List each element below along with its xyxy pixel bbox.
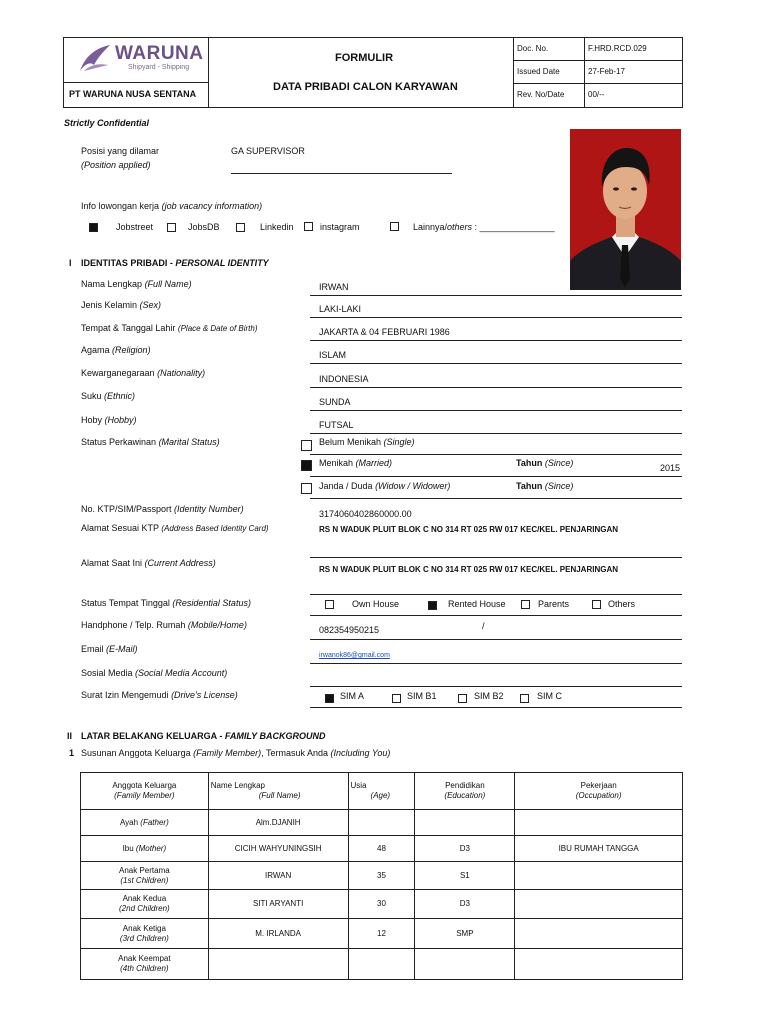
residential-parents-checkbox[interactable]	[521, 600, 530, 609]
education-cell[interactable]	[415, 810, 515, 836]
residential-parents-label: Parents	[538, 599, 570, 609]
marital-single-checkbox[interactable]	[301, 440, 312, 451]
table-row	[81, 862, 683, 890]
religion-label: Agama (Religion)	[81, 345, 151, 355]
header-occupation: Pekerjaan (Occupation)	[515, 773, 683, 810]
family-sub-number: 1	[69, 748, 75, 758]
residential-own-label: Own House	[352, 599, 400, 609]
doc-no-value: F.HRD.RCD.029	[588, 44, 647, 53]
rev-no-label: Rev. No/Date	[517, 90, 565, 99]
field-underline	[310, 433, 682, 434]
position-label-en: (Position applied)	[81, 160, 151, 170]
marital-single-label: Belum Menikah (Single)	[319, 437, 415, 447]
age-cell[interactable]: 35	[348, 862, 415, 890]
table-row	[81, 836, 683, 862]
field-underline	[310, 498, 682, 499]
email-label: Email (E-Mail)	[81, 644, 138, 654]
sex-label: Jenis Kelamin (Sex)	[81, 300, 162, 310]
social-label: Sosial Media (Social Media Account)	[81, 668, 228, 678]
position-value[interactable]: GA SUPERVISOR	[231, 146, 305, 156]
vacancy-others-checkbox[interactable]	[390, 222, 399, 231]
occupation-cell[interactable]	[515, 890, 683, 919]
applicant-photo	[570, 129, 681, 290]
field-underline	[310, 707, 682, 708]
age-cell[interactable]: 30	[348, 890, 415, 919]
header-education: Pendidikan (Education)	[415, 773, 515, 810]
hobby-label: Hoby (Hobby)	[81, 415, 137, 425]
field-underline	[310, 387, 682, 388]
occupation-cell[interactable]	[515, 862, 683, 890]
field-underline	[310, 363, 682, 364]
table-row	[81, 890, 683, 919]
phone-separator: /	[482, 621, 485, 631]
phone-label: Handphone / Telp. Rumah (Mobile/Home)	[81, 620, 247, 630]
ethnic-value[interactable]: SUNDA	[319, 397, 351, 407]
occupation-cell[interactable]: IBU RUMAH TANGGA	[515, 836, 683, 862]
header-divider	[584, 37, 585, 108]
phone-value[interactable]: 082354950215	[319, 625, 380, 635]
age-cell[interactable]	[348, 810, 415, 836]
field-underline	[310, 317, 682, 318]
residential-others-label: Others	[608, 599, 636, 609]
field-underline	[310, 686, 682, 687]
vacancy-instagram-checkbox[interactable]	[304, 222, 313, 231]
license-label: Surat Izin Mengemudi (Drive's License)	[81, 690, 238, 700]
residential-rented-label: Rented House	[448, 599, 506, 609]
occupation-cell[interactable]	[515, 919, 683, 949]
name-cell[interactable]: M. IRLANDA	[208, 919, 348, 949]
header-age: Usia (Age)	[348, 773, 415, 810]
form-title: FORMULIR	[335, 52, 394, 64]
vacancy-jobstreet-checkbox[interactable]	[89, 223, 98, 232]
doc-no-label: Doc. No.	[517, 44, 549, 53]
field-underline	[310, 295, 682, 296]
vacancy-label: Info lowongan kerja (job vacancy information)	[81, 201, 263, 211]
name-cell[interactable]	[208, 949, 348, 980]
member-cell: Anak Ketiga (3rd Children)	[81, 919, 209, 949]
hobby-value[interactable]: FUTSAL	[319, 420, 354, 430]
full-name-value[interactable]: IRWAN	[319, 282, 349, 292]
member-cell: Ibu (Mother)	[81, 836, 209, 862]
confidential-note: Strictly Confidential	[64, 118, 150, 128]
name-cell[interactable]: SITI ARYANTI	[208, 890, 348, 919]
section2-number: II	[67, 731, 73, 741]
family-table	[80, 772, 683, 980]
rev-no-value: 00/--	[588, 90, 605, 99]
header-divider	[208, 37, 209, 108]
position-underline	[231, 173, 452, 174]
sex-value[interactable]: LAKI-LAKI	[319, 304, 362, 314]
field-underline	[310, 557, 682, 558]
education-cell[interactable]: SMP	[415, 919, 515, 949]
logo-text: WARUNA	[115, 43, 204, 64]
member-cell: Ayah (Father)	[81, 810, 209, 836]
ethnic-label: Suku (Ethnic)	[81, 391, 136, 401]
company-logo	[76, 42, 202, 76]
member-cell: Anak Keempat (4th Children)	[81, 949, 209, 980]
field-underline	[310, 476, 682, 477]
vacancy-others-label: Lainnya/others : _______________	[413, 222, 555, 232]
section1-number: I	[69, 258, 72, 268]
education-cell[interactable]: D3	[415, 836, 515, 862]
id-number-label: No. KTP/SIM/Passport (Identity Number)	[81, 504, 244, 514]
position-label: Posisi yang dilamar	[81, 146, 160, 156]
vacancy-linkedin-label: Linkedin	[260, 222, 294, 232]
family-sub-title: Susunan Anggota Keluarga (Family Member), Termasuk Anda (Including You)	[81, 748, 391, 758]
license-sim-a-checkbox[interactable]	[325, 694, 334, 703]
field-underline	[310, 663, 682, 664]
age-cell[interactable]	[348, 949, 415, 980]
field-underline	[310, 410, 682, 411]
email-value[interactable]: irwanok86@gmail.com	[319, 652, 390, 659]
name-cell[interactable]: Alm.DJANIH	[208, 810, 348, 836]
address-ktp-label: Alamat Sesuai KTP (Address Based Identity Card)	[81, 523, 269, 533]
vacancy-jobsdb-checkbox[interactable]	[167, 223, 176, 232]
education-cell[interactable]	[415, 949, 515, 980]
field-underline	[310, 639, 682, 640]
vacancy-jobstreet-label: Jobstreet	[116, 222, 154, 232]
name-cell[interactable]: CICIH WAHYUNINGSIH	[208, 836, 348, 862]
marital-married-checkbox[interactable]	[301, 460, 312, 471]
issued-date-label: Issued Date	[517, 67, 560, 76]
company-name: PT WARUNA NUSA SENTANA	[69, 89, 197, 99]
widow-since-label: Tahun (Since)	[516, 481, 574, 491]
header-divider	[63, 82, 208, 83]
member-cell: Anak Kedua (2nd Children)	[81, 890, 209, 919]
vacancy-jobsdb-label: JobsDB	[188, 222, 220, 232]
header-divider	[513, 37, 514, 108]
married-since-value[interactable]: 2015	[660, 463, 681, 473]
marital-widow-label: Janda / Duda (Widow / Widower)	[319, 481, 451, 491]
marital-label: Status Perkawinan (Marital Status)	[81, 437, 220, 447]
residential-own-checkbox[interactable]	[325, 600, 334, 609]
table-row	[81, 919, 683, 949]
education-cell[interactable]: D3	[415, 890, 515, 919]
section1-title: IDENTITAS PRIBADI - PERSONAL IDENTITY	[81, 258, 269, 268]
education-cell[interactable]: S1	[415, 862, 515, 890]
table-row	[81, 810, 683, 836]
nationality-label: Kewarganegaraan (Nationality)	[81, 368, 206, 378]
license-sim-b2-label: SIM B2	[474, 691, 504, 701]
marital-married-label: Menikah (Married)	[319, 458, 393, 468]
header-divider	[513, 60, 683, 61]
occupation-cell[interactable]	[515, 810, 683, 836]
address-ktp-value[interactable]: RS N WADUK PLUIT BLOK C NO 314 RT 025 RW 017 KEC/KEL. PENJARINGAN	[319, 525, 619, 534]
full-name-label: Nama Lengkap (Full Name)	[81, 279, 192, 289]
residential-rented-checkbox[interactable]	[428, 601, 437, 610]
nationality-value[interactable]: INDONESIA	[319, 374, 369, 384]
religion-value[interactable]: ISLAM	[319, 350, 347, 360]
marital-widow-checkbox[interactable]	[301, 483, 312, 494]
field-underline	[310, 594, 682, 595]
issued-date-value: 27-Feb-17	[588, 67, 625, 76]
header-full-name: Name Lengkap (Full Name)	[208, 773, 348, 810]
license-sim-a-label: SIM A	[340, 691, 365, 701]
birth-label: Tempat & Tanggal Lahir (Place & Date of Birth)	[81, 323, 258, 333]
residential-label: Status Tempat Tinggal (Residential Status)	[81, 598, 251, 608]
vacancy-linkedin-checkbox[interactable]	[236, 223, 245, 232]
table-header-row	[81, 773, 683, 810]
logo-tagline: Shipyard - Shipping	[128, 64, 190, 71]
occupation-cell[interactable]	[515, 949, 683, 980]
header-divider	[513, 83, 683, 84]
address-current-label: Alamat Saat Ini (Current Address)	[81, 558, 216, 568]
license-sim-b1-label: SIM B1	[407, 691, 437, 701]
form-subtitle: DATA PRIBADI CALON KARYAWAN	[273, 81, 458, 93]
birth-value[interactable]: JAKARTA & 04 FEBRUARI 1986	[319, 327, 450, 337]
age-cell[interactable]: 12	[348, 919, 415, 949]
header-family-member: Anggota Keluarga (Family Member)	[81, 773, 209, 810]
name-cell[interactable]: IRWAN	[208, 862, 348, 890]
field-underline	[310, 615, 682, 616]
residential-others-checkbox[interactable]	[592, 600, 601, 609]
license-sim-c-checkbox[interactable]	[520, 694, 529, 703]
age-cell[interactable]: 48	[348, 836, 415, 862]
logo-wave-icon	[78, 43, 112, 73]
vacancy-instagram-label: instagram	[320, 222, 360, 232]
license-sim-c-label: SIM C	[537, 691, 563, 701]
license-sim-b2-checkbox[interactable]	[458, 694, 467, 703]
field-underline	[310, 340, 682, 341]
address-current-value[interactable]: RS N WADUK PLUIT BLOK C NO 314 RT 025 RW 017 KEC/KEL. PENJARINGAN	[319, 565, 619, 574]
member-cell: Anak Pertama (1st Children)	[81, 862, 209, 890]
section2-title: LATAR BELAKANG KELUARGA - FAMILY BACKGROUND	[81, 731, 326, 741]
married-since-label: Tahun (Since)	[516, 458, 574, 468]
license-sim-b1-checkbox[interactable]	[392, 694, 401, 703]
id-number-value[interactable]: 3174060402860000.00	[319, 509, 412, 519]
field-underline	[310, 454, 682, 455]
table-row	[81, 949, 683, 980]
